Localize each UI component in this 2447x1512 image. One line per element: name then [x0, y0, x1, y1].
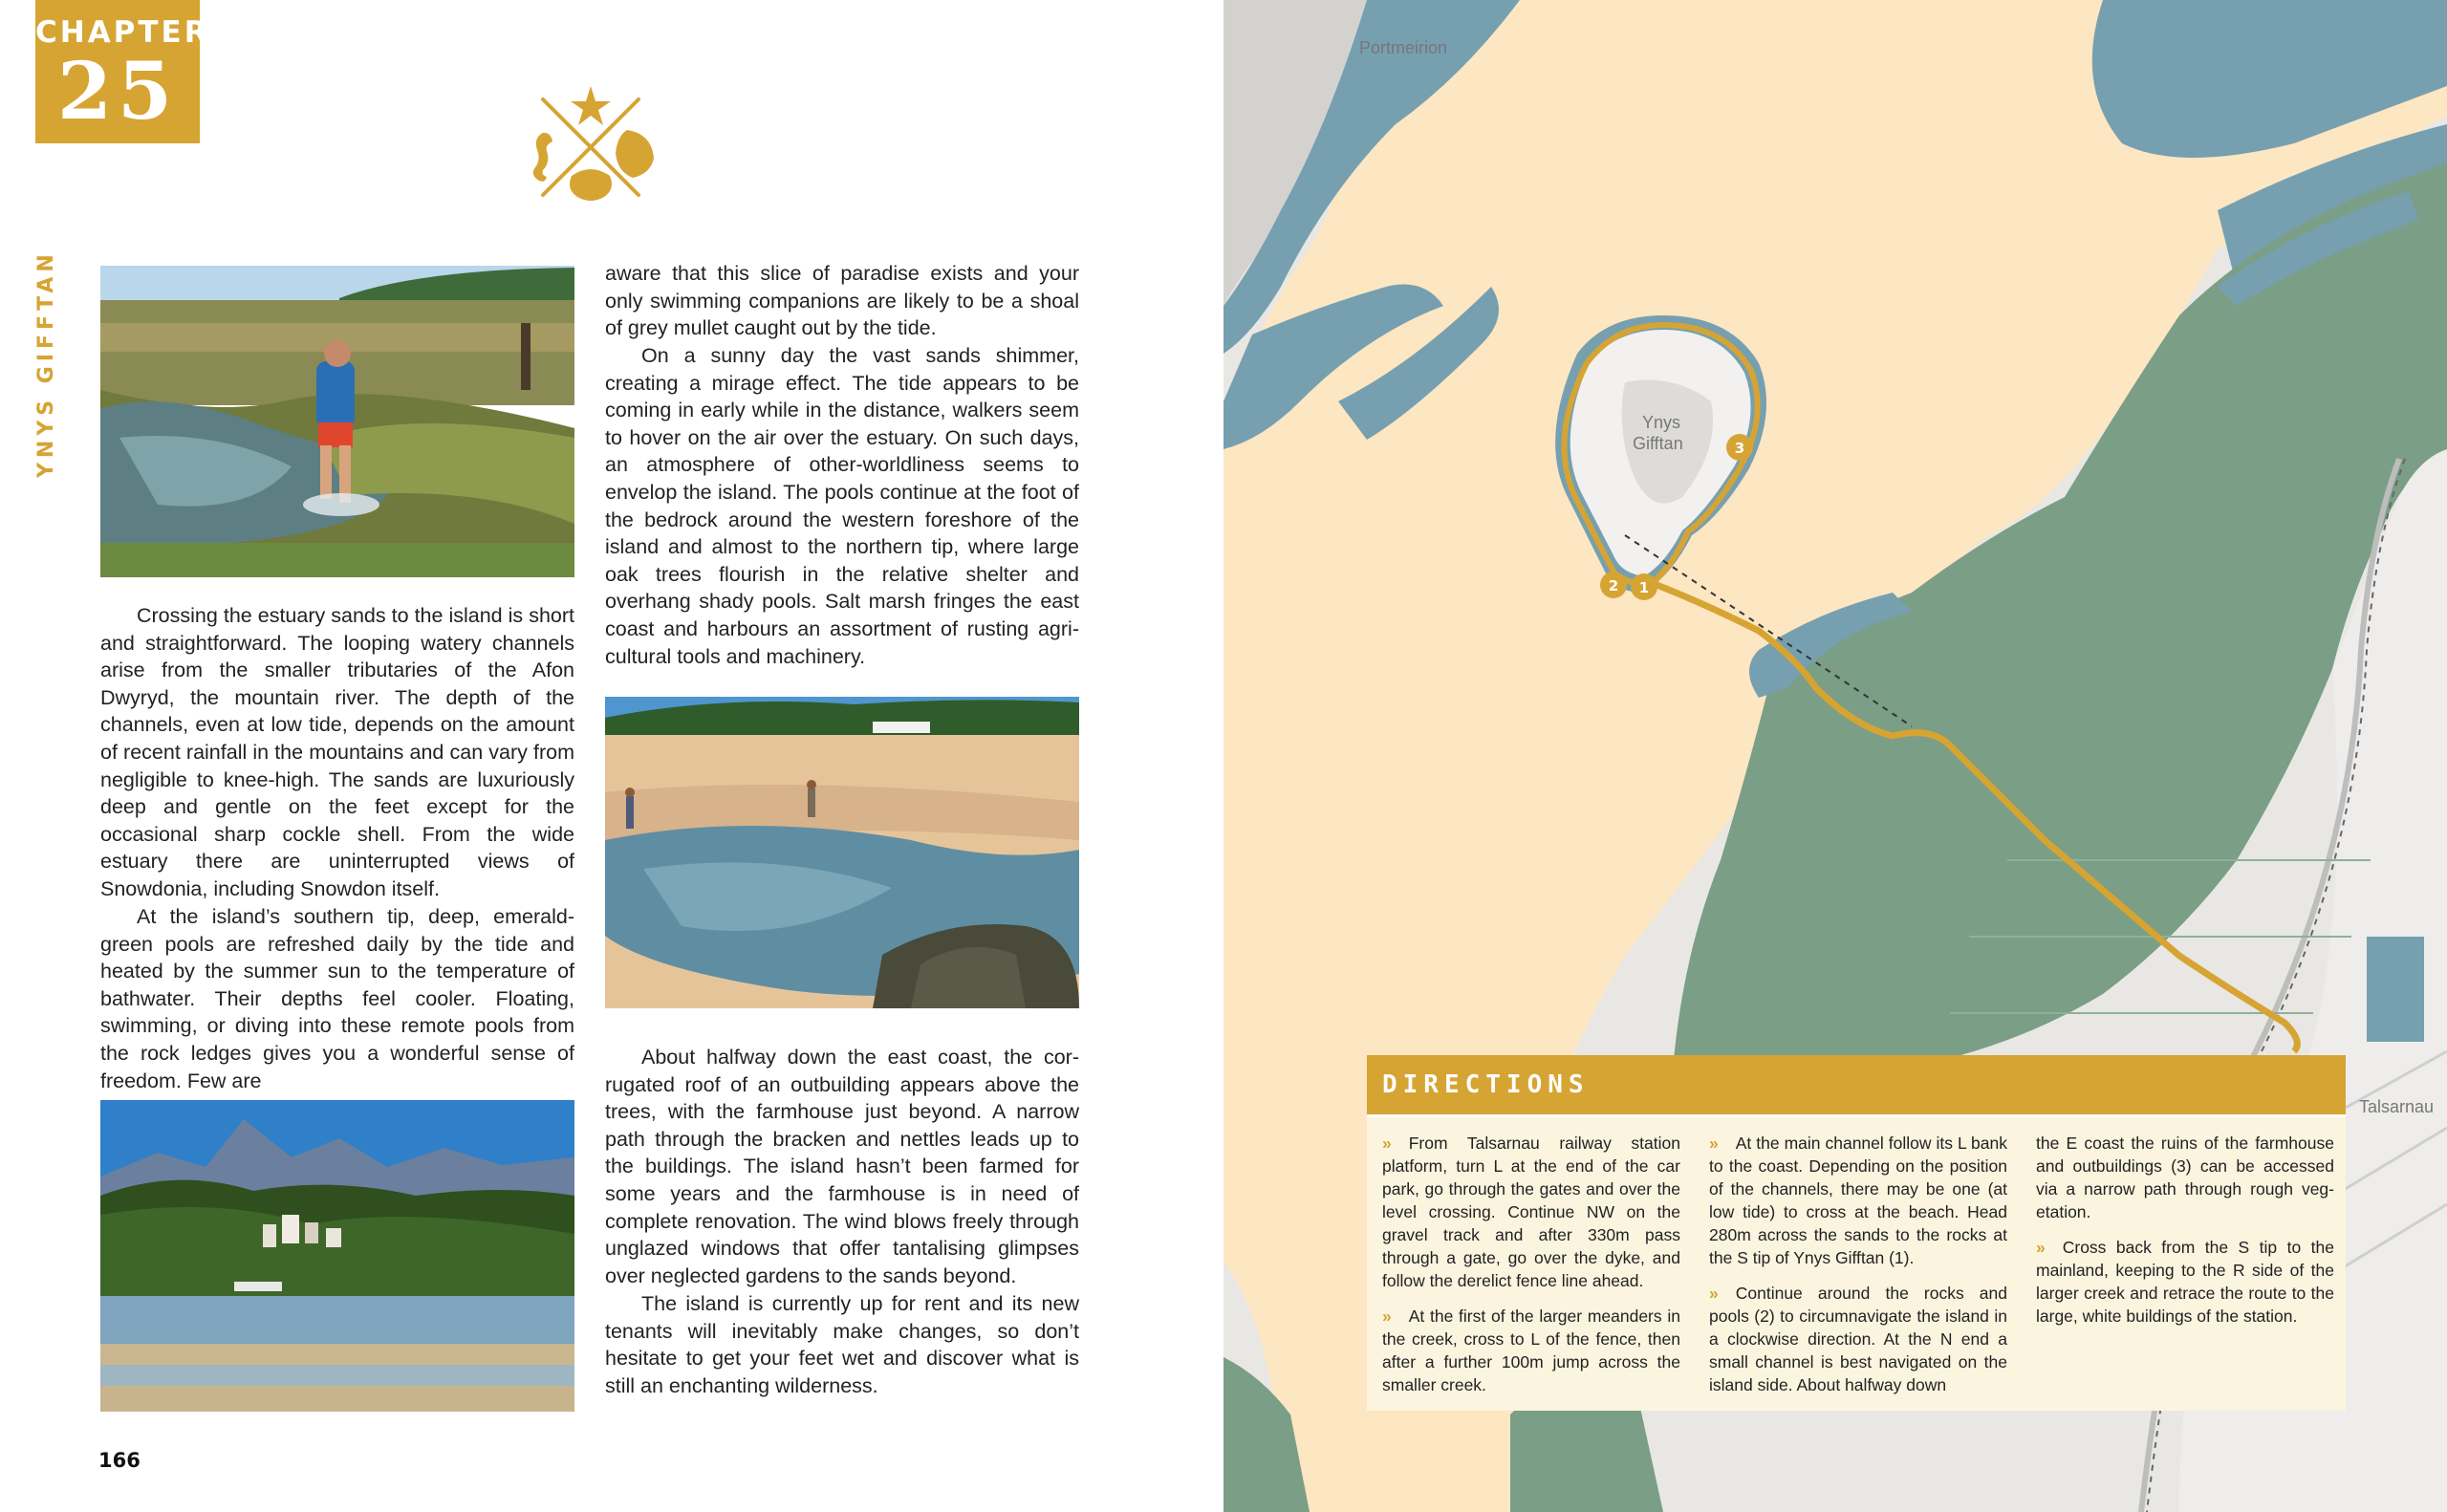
right-page-map: [1224, 0, 2447, 1512]
directions-column: [1709, 1132, 2007, 1409]
direction-step: » At the main channel follow its L bank to the coast. Depending on the position of the channels, there may be one (at low tide) to cross at the beach. Head 280m across the sands to the rocks at the S tip of Ynys Gifftan (1).: [1709, 1134, 2007, 1267]
page-number: 166: [98, 1449, 141, 1472]
map-label-island: Gifftan: [1633, 434, 1683, 453]
directions-panel: [1367, 1055, 2346, 1411]
chapter-badge: [35, 0, 210, 143]
directions-header: [1367, 1055, 2346, 1117]
map-label-talsarnau: Talsarnau: [2359, 1097, 2435, 1116]
map-label-portmeirion: Portmeirion: [1359, 38, 1448, 57]
directions-column: [2036, 1132, 2334, 1340]
route-marker: [1631, 573, 1657, 600]
body-paragraph: On a sunny day the vast sands shimmer, creating a mirage effect. The tide appears to be coming in early while in the distance, walkers seem to hover on the air over the estuary. On such days, an atmosphere of other-worldliness seems to envelop the island. The pools continue at the foot of the bedrock around the western foreshore of the island and almost to the northern tip, where large oak trees flourish in the relative shelter and overhang shady pools. Salt marsh fringes the east coast and harbours an assortment of rusting agricultural tools and machinery.: [605, 344, 1079, 668]
directions-column: [1382, 1132, 1680, 1409]
direction-marker-icon: »: [1709, 1284, 1719, 1303]
directions-title: DIRECTIONS: [1382, 1070, 1590, 1099]
photo-walker-in-pool: [100, 266, 574, 577]
photo-portmeirion-view: [100, 1100, 574, 1412]
chapter-side-title: YNYS GIFFTAN: [34, 249, 58, 478]
svg-text:3: 3: [1734, 440, 1745, 457]
direction-step: the E coast the ruins of the farmhouse and outbuildings (3) can be accessed via a narrow path through rough vegetation.: [2036, 1134, 2334, 1221]
photo-sands-and-pool: [605, 697, 1079, 1008]
shell-emblem-icon: [514, 80, 667, 208]
direction-marker-icon: »: [1382, 1134, 1392, 1153]
direction-step: » Continue around the rocks and pools (2) to circumnavigate the island in a clockwise direction. At the N end a small channel is best navigated on the island side. About halfway down: [1709, 1284, 2007, 1394]
direction-marker-icon: »: [1709, 1134, 1719, 1153]
svg-text:1: 1: [1638, 579, 1650, 596]
direction-marker-icon: »: [1382, 1307, 1392, 1326]
direction-step: » Cross back from the S tip to the mainland, keeping to the R side of the larger creek and retrace the route to the large, white buildings of the station.: [2036, 1238, 2334, 1326]
body-paragraph: About halfway down the east coast, the corrugated roof of an outbuilding appears above the trees, with the farmhouse just beyond. A narrow path through the bracken and nettles leads up to the buildings. The island hasn’t been farmed for some years and the farmhouse is in need of complete renovation. The wind blows freely through unglazed windows that offer tantalising glimpses over neglected gardens to the sands beyond.: [605, 1046, 1079, 1287]
body-paragraph: Crossing the estuary sands to the island is short and straightforward. The looping watery channels arise from the smaller tributaries of the Afon Dwyryd, the mountain river. The depth of the channels, even at low tide, depends on the amount of recent rainfall in the mountains and can vary from negligible to knee-high. The sands are luxuriously deep and gentle on the feet except for the occasional sharp cockle shell. From the wide estuary there are uninterrupted views of Snowdonia, including Snowdon itself.: [100, 604, 574, 900]
chapter-number: 25: [56, 46, 179, 138]
svg-text:2: 2: [1608, 577, 1619, 594]
direction-step: » From Talsarnau railway station platform, turn L at the end of the car park, go through the gates and over the level crossing. Continue NW on the gravel track and after 330m pass through a gate, go over the dyke, and follow the derelict fence line ahead.: [1382, 1134, 1680, 1290]
direction-step: » At the first of the larger meanders in the creek, cross to L of the fence, then after a further 100m jump across the smaller creek.: [1382, 1307, 1680, 1394]
chapter-label: CHAPTER: [35, 15, 210, 50]
body-paragraph: aware that this slice of paradise exists and your only swimming companions are likely to be a shoal of grey mullet caught out by the tide.: [605, 262, 1079, 340]
direction-marker-icon: »: [2036, 1238, 2046, 1257]
body-paragraph: The island is currently up for rent and its new tenants will inevitably make changes, so don’t hesitate to get your feet wet and discover what is still an enchanting wilderness.: [605, 1292, 1079, 1397]
route-marker: [1726, 434, 1753, 461]
body-paragraph: At the island’s southern tip, deep, emerald-green pools are refreshed daily by the tide and heated by the summer sun to the temperature of bathwater. Their depths feel cooler. Floating, swimming, or diving into these remote pools from the rock ledges gives you a wonderful sense of freedom. Few are: [100, 905, 574, 1092]
route-marker: [1600, 572, 1627, 598]
map-label-island: Ynys: [1642, 413, 1681, 432]
